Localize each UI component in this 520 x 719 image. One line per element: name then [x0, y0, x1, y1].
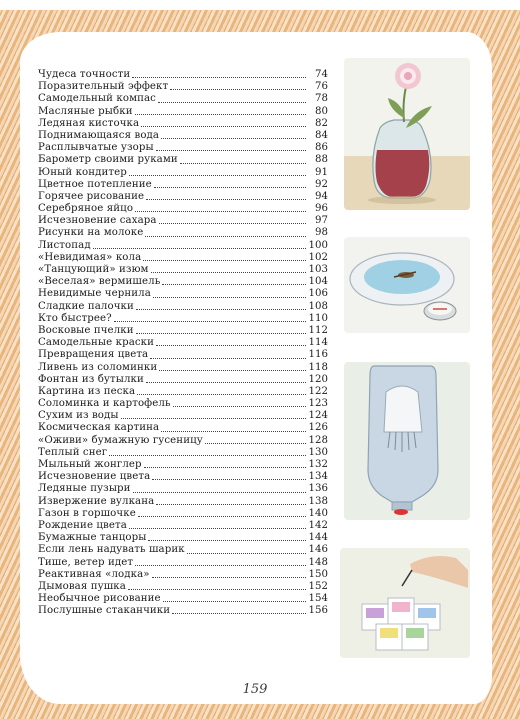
toc-entry-page: 80	[315, 105, 328, 117]
toc-leader-dots	[144, 466, 306, 468]
toc-entry[interactable]	[38, 179, 328, 191]
toc-entry-title: Масляные рыбки	[38, 105, 133, 117]
toc-entry-title: «Веселая» вермишель	[38, 276, 161, 288]
toc-entry[interactable]	[38, 288, 328, 300]
toc-entry-page: 88	[315, 154, 328, 166]
toc-leader-dots	[180, 162, 306, 164]
toc-entry[interactable]	[38, 191, 328, 203]
compass-plate-drawing	[344, 237, 470, 333]
toc-entry-title: Листопад	[38, 239, 91, 251]
toc-entry[interactable]	[38, 227, 328, 239]
toc-leader-dots	[152, 576, 306, 578]
toc-entry[interactable]	[38, 520, 328, 532]
toc-entry-page: 76	[315, 81, 328, 93]
toc-entry-title: Превращения цвета	[38, 349, 149, 361]
toc-entry-page: 98	[315, 227, 328, 239]
toc-leader-dots	[154, 186, 306, 188]
toc-entry[interactable]	[38, 81, 328, 93]
toc-entry-page: 97	[315, 215, 328, 227]
toc-leader-dots	[162, 283, 306, 285]
toc-entry-page: 74	[315, 69, 328, 80]
toc-entry-page: 94	[315, 190, 328, 202]
toc-leader-dots	[172, 612, 306, 614]
toc-leader-dots	[129, 174, 306, 176]
compass-plate-illustration	[344, 237, 470, 333]
toc-leader-dots	[143, 259, 306, 261]
toc-entry-page: 106	[308, 288, 328, 300]
toc-entry-title: Расплывчатые узоры	[38, 142, 154, 154]
toc-leader-dots	[136, 332, 306, 334]
toc-entry[interactable]	[38, 496, 328, 508]
frame-top-edge	[0, 0, 520, 10]
toc-entry-page: 82	[315, 117, 328, 129]
toc-entry[interactable]	[38, 557, 328, 569]
toc-entry-title: Самодельные краски	[38, 337, 155, 349]
toc-entry[interactable]	[38, 313, 328, 325]
toc-entry[interactable]	[38, 301, 328, 313]
toc-leader-dots	[138, 515, 306, 517]
toc-entry-page: 134	[308, 471, 328, 483]
toc-entry-page: 130	[308, 446, 328, 458]
toc-entry[interactable]	[38, 435, 328, 447]
toc-leader-dots	[156, 149, 306, 151]
toc-leader-dots	[135, 113, 306, 115]
toc-entry-title: Восковые пчелки	[38, 324, 134, 336]
toc-entry-title: Юный кондитер	[38, 166, 127, 178]
toc-entry-title: Теплый снег	[38, 446, 108, 458]
toc-entry-title: Сухим из воды	[38, 410, 119, 422]
toc-leader-dots	[121, 417, 306, 419]
toc-entry-page: 102	[308, 251, 328, 263]
toc-entry[interactable]	[38, 398, 328, 410]
toc-entry-page: 114	[308, 337, 328, 349]
toc-leader-dots	[148, 539, 306, 541]
vase-flower-illustration	[344, 58, 470, 210]
vase-flower-drawing	[344, 58, 470, 210]
toc-entry[interactable]	[38, 264, 328, 276]
toc-entry[interactable]	[38, 349, 328, 361]
toc-entry-page: 112	[308, 324, 328, 336]
toc-entry-page: 100	[308, 239, 328, 251]
toc-leader-dots	[161, 137, 306, 139]
toc-entry[interactable]	[38, 130, 328, 142]
toc-entry-page: 148	[308, 556, 328, 568]
toc-entry-page: 126	[308, 422, 328, 434]
toc-entry-page: 84	[315, 129, 328, 141]
toc-entry-title: Бумажные танцоры	[38, 532, 147, 544]
toc-entry-title: Соломинка и картофель	[38, 398, 171, 410]
toc-entry-page: 144	[308, 532, 328, 544]
toc-leader-dots	[128, 588, 306, 590]
toc-entry-page: 118	[308, 361, 328, 373]
toc-leader-dots	[187, 552, 306, 554]
toc-entry[interactable]	[38, 106, 328, 118]
toc-entry-page: 92	[315, 178, 328, 190]
toc-entry[interactable]	[38, 459, 328, 471]
toc-entry[interactable]	[38, 215, 328, 227]
toc-entry[interactable]	[38, 337, 328, 349]
toc-entry[interactable]	[38, 252, 328, 264]
toc-entry-title: Необычное рисование	[38, 593, 161, 605]
toc-entry-page: 123	[308, 398, 328, 410]
toc-entry[interactable]	[38, 374, 328, 386]
toc-entry-title: Реактивная «лодка»	[38, 568, 150, 580]
toc-entry-title: Поднимающаяся вода	[38, 129, 160, 141]
toc-entry-title: «Оживи» бумажную гусеницу	[38, 434, 203, 446]
toc-entry[interactable]	[38, 581, 328, 593]
toc-entry-title: «Невидимая» кола	[38, 251, 142, 263]
toc-entry-title: Ледяная кисточка	[38, 117, 140, 129]
bottle-drawing	[344, 362, 470, 520]
toc-leader-dots	[153, 296, 306, 298]
toc-entry-title: Рождение цвета	[38, 519, 127, 531]
toc-leader-dots	[156, 344, 306, 346]
toc-entry-page: 91	[315, 166, 328, 178]
toc-leader-dots	[133, 491, 306, 493]
toc-leader-dots	[135, 564, 306, 566]
toc-entry[interactable]	[38, 154, 328, 166]
toc-entry-title: Сладкие палочки	[38, 300, 134, 312]
toc-entry-title: Газон в горшочке	[38, 507, 136, 519]
toc-leader-dots	[161, 430, 306, 432]
toc-entry-title: Фонтан из бутылки	[38, 373, 144, 385]
toc-entry-title: Чудеса точности	[38, 69, 131, 80]
toc-leader-dots	[173, 405, 306, 407]
bottle-illustration	[344, 362, 470, 520]
toc-entry[interactable]	[38, 240, 328, 252]
table-of-contents	[38, 69, 328, 617]
toc-entry-page: 142	[308, 519, 328, 531]
toc-entry-title: «Танцующий» изюм	[38, 264, 149, 275]
toc-entry-title: Исчезновение цвета	[38, 471, 151, 483]
toc-leader-dots	[151, 271, 306, 273]
toc-entry-title: Тише, ветер идет	[38, 556, 134, 568]
toc-entry-title: Ливень из соломинки	[38, 361, 158, 373]
toc-entry-page: 110	[308, 312, 328, 324]
toc-leader-dots	[135, 210, 306, 212]
toc-entry-title: Исчезновение сахара	[38, 215, 157, 227]
toc-entry-title: Самодельный компас	[38, 93, 156, 105]
toc-entry[interactable]	[38, 118, 328, 130]
toc-entry-page: 146	[308, 544, 328, 556]
toc-entry-title: Извержение вулкана	[38, 495, 155, 507]
toc-leader-dots	[93, 247, 306, 249]
toc-entry-page: 140	[308, 507, 328, 519]
toc-entry-page: 136	[308, 483, 328, 495]
toc-entry[interactable]	[38, 362, 328, 374]
toc-entry-title: Невидимые чернила	[38, 288, 151, 300]
toc-entry-title: Рисунки на молоке	[38, 227, 144, 239]
toc-entry[interactable]	[38, 203, 328, 215]
toc-entry[interactable]	[38, 142, 328, 154]
toc-entry-page: 152	[308, 580, 328, 592]
toc-entry[interactable]	[38, 569, 328, 581]
toc-leader-dots	[170, 88, 306, 90]
toc-entry-page: 138	[308, 495, 328, 507]
toc-entry-page: 124	[308, 410, 328, 422]
toc-entry-title: Кто быстрее?	[38, 312, 112, 324]
toc-entry-page: 103	[308, 264, 328, 275]
toc-leader-dots	[158, 101, 306, 103]
toc-entry-page: 116	[308, 349, 328, 361]
toc-entry[interactable]	[38, 276, 328, 288]
toc-leader-dots	[141, 125, 306, 127]
toc-entry[interactable]	[38, 447, 328, 459]
toc-entry[interactable]	[38, 593, 328, 605]
toc-entry[interactable]	[38, 422, 328, 434]
toc-entry-title: Поразительный эффект	[38, 81, 169, 93]
toc-entry-page: 150	[308, 568, 328, 580]
toc-entry-page: 86	[315, 142, 328, 154]
toc-entry[interactable]	[38, 532, 328, 544]
toc-entry[interactable]	[38, 605, 328, 617]
toc-leader-dots	[109, 454, 306, 456]
toc-entry[interactable]	[38, 410, 328, 422]
toc-leader-dots	[146, 198, 306, 200]
toc-entry-title: Барометр своими руками	[38, 154, 178, 166]
toc-entry-page: 122	[308, 385, 328, 397]
toc-entry-page: 108	[308, 300, 328, 312]
toc-entry[interactable]	[38, 69, 328, 81]
toc-entry-page: 128	[308, 434, 328, 446]
paper-cups-illustration	[340, 548, 470, 658]
toc-entry-title: Космическая картина	[38, 422, 160, 434]
toc-entry-title: Горячее рисование	[38, 190, 145, 202]
toc-entry-title: Послушные стаканчики	[38, 605, 171, 617]
paper-cups-drawing	[340, 548, 470, 658]
toc-leader-dots	[146, 381, 306, 383]
toc-entry[interactable]	[38, 483, 328, 495]
toc-leader-dots	[136, 308, 306, 310]
toc-leader-dots	[150, 357, 306, 359]
toc-entry-page: 156	[308, 605, 328, 617]
toc-entry-page: 154	[308, 593, 328, 605]
toc-entry[interactable]	[38, 325, 328, 337]
toc-entry-page: 120	[308, 373, 328, 385]
toc-entry-title: Если лень надувать шарик	[38, 544, 185, 556]
toc-leader-dots	[159, 222, 306, 224]
toc-entry[interactable]	[38, 471, 328, 483]
toc-entry[interactable]	[38, 167, 328, 179]
toc-leader-dots	[145, 235, 306, 237]
toc-entry-page: 96	[315, 203, 328, 215]
toc-entry[interactable]	[38, 386, 328, 398]
toc-entry-title: Серебряное яйцо	[38, 203, 134, 215]
page-number: 159	[242, 682, 268, 697]
toc-leader-dots	[132, 76, 306, 78]
toc-entry-title: Картина из песка	[38, 385, 136, 397]
toc-leader-dots	[114, 320, 306, 322]
toc-leader-dots	[163, 600, 306, 602]
toc-leader-dots	[152, 478, 306, 480]
toc-entry-page: 132	[308, 459, 328, 470]
toc-entry-title: Ледяные пузыри	[38, 483, 131, 495]
toc-leader-dots	[159, 369, 306, 371]
toc-leader-dots	[129, 527, 306, 529]
toc-leader-dots	[156, 503, 306, 505]
toc-leader-dots	[205, 442, 306, 444]
toc-entry-page: 104	[308, 276, 328, 288]
toc-entry-title: Цветное потепление	[38, 178, 152, 190]
toc-entry-title: Дымовая пушка	[38, 580, 126, 592]
toc-entry[interactable]	[38, 93, 328, 105]
toc-entry[interactable]	[38, 508, 328, 520]
toc-entry[interactable]	[38, 544, 328, 556]
flower-head	[395, 63, 421, 89]
toc-entry-page: 78	[315, 93, 328, 105]
toc-entry-title: Мыльный жонглер	[38, 459, 142, 470]
toc-leader-dots	[137, 393, 306, 395]
